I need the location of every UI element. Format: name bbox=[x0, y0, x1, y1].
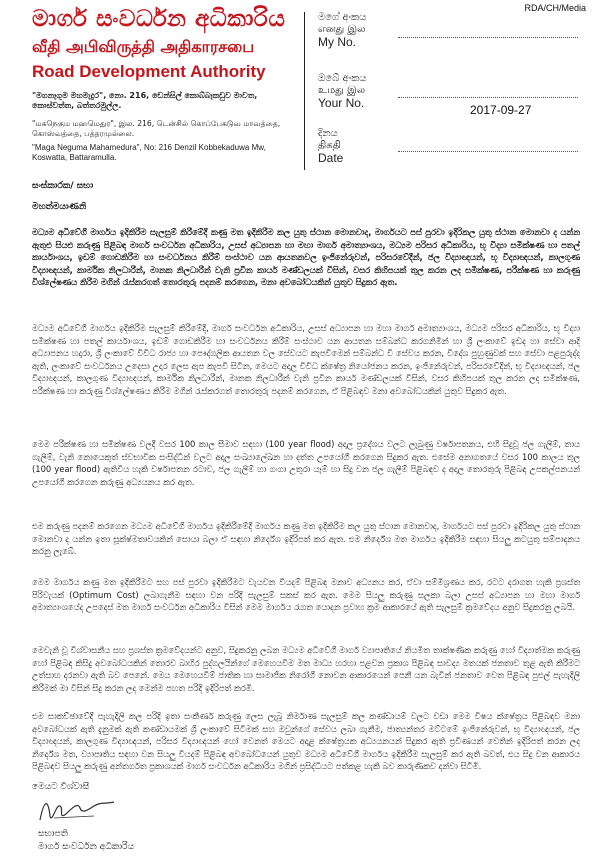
closing-line: මෙයට විශ්වාසී bbox=[32, 782, 90, 792]
authority-name-tamil: வீதி அபிவிருத்தி அதிகாரசபை bbox=[32, 37, 255, 56]
date-label-en: Date bbox=[318, 151, 344, 165]
my-number-label-en: My No. bbox=[318, 35, 357, 49]
greeting: මහත්මයාණනි bbox=[32, 202, 87, 212]
my-number-label-ta: எனது இல bbox=[318, 24, 366, 35]
paragraph-3: මෙම පරීක්ෂණ හා සමීක්ෂණ වලදී වසර 100 කාල සීමාව සඳහා (100 year flood) අදාල ප්‍රදේශය වලට ලැබුණු වර්ෂාපතනය, එහි සිදුවූ ජල ගැලීම්, තාය ගැලීම්, වැනි නොයෙකුත් ස්වභාවික සංසිද්ධීන් වලට අදාල සංඛ්‍යාලේඛන හා දත්ත උපයෝගී කරගෙන සිදුකර ඇත. එසේම අනාගතයේ වසර 100 කාලය තුල (100 year flood) ඇතිවිය හැකි වර්ෂාපතන රටාව, ජල ගැලීම් හා ගංගා උතුරා යෑම් හා සිදු වන ජල ගැලීම් පිළිබඳව ද අදාල තොරතුරු පිළිබඳ උපකල්පනයන් උපයෝගී කරගෙන කරුණු අධ්‍යයනය කර ඇත. bbox=[32, 439, 580, 487]
signatory-title: සභාපති bbox=[38, 829, 68, 839]
paragraph-2: මධ්‍යම අධිවේගී මාර්ගය ඉදිකිරීම සැලසුම් කිරීමේදී, මාර්ග සංවර්ධන අධිකාරිය, උසස් අධ්‍යාපන හා මහා මාර්ග අමාත්‍යාංශය, මධ්‍යම පරිසර අධිකාරිය, භූ විද්‍යා සමීක්ෂණ හා පතල් කාර්යාංශය, ඉඩම් ගොඩකිරීම හා සංවර්ධනය කිරීම් සංස්ථාව යන ආයතන සම්බන්ධ කරගනිමින් හා ශ්‍රී ලංකාවේ ඉඩද හා සේවා ආදි අධ්‍යාපනය හදාරා, ශ්‍රී ලංකාවේ විවිධ රාජ්‍ය හා පෞද්ගලික ආයතන වල සේවයට කැපවීමෙන් සම්බන්ධ වී සේවය කරන, විදේශ පුහුණුවක් සහ සේවා පළපුරුද්ද ඇති, ලංකාවේ සංවර්ධනය උදෙසා උදාර ලෙස ඇප කැපවී සිටින, මෙයට අදාල විවිධ ක්ෂේත්‍ර නියෝජනය කරන, ඉංජිනේරුවන්, පරිසරවේදීන්, භූ විද්‍යාඥයන්, ජල විද්‍යාඥයන්, කාලගුණ විද්‍යාඥයන්, කාර්මික නිලධාරීන්, මානක නිලධාරීන් වැනි ප්‍රවීන කාර්ය මණ්ඩලයක් විසින්, වසර කිහිපයක් තුල කරන ලද සමීක්ෂණ, පරීක්ෂණ හා කරුණු විශ්ලේෂණය කිරීම මගින් රැස්කරගත් තොරතුරු පදනම් කරගෙන, ඒ පිළිබඳව මනා අවබෝධයකින් යුතුව සිදුකර ඇත. bbox=[32, 323, 580, 396]
my-number-field bbox=[398, 36, 578, 38]
signature bbox=[34, 794, 124, 830]
paragraph-5: මෙම මාර්ගය කණු මත ඉදිකිරීමට සහ පස් පුරවා ඉදිකිරීමට වැයවන වියදම් පිළිබඳ මනාව අධ්‍යනය කර, ඒවා සම්මිශ්‍රණය කර, රටට දරාගත හැකි ප්‍රශස්ත පිරිවැයක් (Optimum Cost) ලබාගැනීම සඳහා වන පරිදි සැලසුම් සකස් කර ඇත. මෙම සියලු කරුණු සලකා බලා උසස් අධ්‍යාපන හා මහා මාර්ග අමාත්‍යාංශයේද උපදෙස් මත මාර්ග සංවර්ධන අධිකාරිය විසින් මෙම මාර්ගය රැගත යොදන ප්‍රවාහ ක්‍රම ආකාරයේ ඇති සැලසුම් ක්‍රමවේදය අනුව සිදුකරනු ලබයි. bbox=[32, 577, 580, 613]
your-number-field bbox=[398, 96, 578, 98]
address-sinhala: "මගනෑගුම මහමැදුර", නො. 216, ඩෙන්සිල් කොබ්බෑකඩුව මාවත, කොස්වත්ත, බත්තරමුල්ල. bbox=[32, 91, 258, 110]
authority-name-sinhala: මාර්ග සංවර්ධන අධිකාරිය bbox=[32, 6, 286, 32]
date-label-si: දිනය bbox=[318, 128, 338, 139]
paragraph-4: එම කරුණු පදනම් කරගෙන මධ්‍යම අධිවේගී මාර්ගය ඉදිකිරීමේදී මාර්ගය කණු මත ඉදිකිරීම කල යුතු ස්ථාන මොනවාද, මාර්ගයට පස් පුරවා ඉදිරිකල යුතු ස්ථාන මොනවා ද යන්න ඉතා සූක්ෂ්මතාවයකින් සොයා බලා ඒ සඳහා නිර්දේශ ඉදිරිපත් කර ඇත. එම නිර්දේශ මත මාර්ගය ඉදිකිරීම සඳහා සියලු කටයුතු සම්පාදනය කරනු ලැබේ. bbox=[32, 521, 580, 557]
signatory-organization: මාර්ග සංවර්ධන අධිකාරිය bbox=[38, 842, 135, 852]
your-number-label bbox=[318, 73, 367, 109]
recipient-line: සංස්කාරක/ සභා bbox=[32, 181, 94, 191]
date-value: 2017-09-27 bbox=[470, 103, 532, 117]
date-label bbox=[318, 128, 343, 164]
date-field bbox=[398, 150, 578, 152]
paragraph-1: මධ්‍යම අධිවේගී මාර්ගය ඉදිකිරීම සැලසුම් කිරීමේදී කණු මත ඉදිකිරීම කල යුතු ස්ථාන මොනවාද, මාර්ගයට පස් පුරවා ඉදිරිකල යුතු ස්ථාන මොනවා ද යන්න ඇතුළු සියළු කරුණු පිළිබඳ මාර්ග සංවර්ධන අධිකාරිය, උසස් අධ්‍යාපන හා මහා මාර්ග අමාත්‍යාංශය, මධ්‍යම පරිසර අධිකාරිය, භූ විද්‍යා සමීක්ෂණ හා පතල් කාර්යාංශය, ඉඩම් ගොඩකිරීම හා සංවර්ධනය කිරීම් සංස්ථාව යන ආයතනවල ඉංජිනේරුවන්, පරිසරවේදීන්, ජල විද්‍යාඥයන්, භූ විද්‍යාඥයන්, කාලගුණ විද්‍යාඥයන්, කාර්මික නිලධාරීන්, මානක නිලධාරීන් වැනි ප්‍රවීන කාර්ය මණ්ඩලයක් විසින්, වසර කිහිපයක් තුල කරන ලද සමීක්ෂණ, පරීක්ෂණ හා කරුණු විශ්ලේෂණය කිරීම මගින් රැස්කරගත් තොරතුරු පදනම් කරගෙන, මනා අවබෝධයකින් යුතුව සිදුකර ඇත. bbox=[32, 227, 580, 288]
paragraph-7: එම සාකච්ඡාවේදී පැහැදිලි කල පරිදි ඉතා සංකීර්ණ කරුණු ලෙස ලැබූ නිර්මාණ සැලසුම් කල කණ්ඩායම් වලට වඩා මෙම විෂය ක්ෂේත්‍රය පිළිබඳව මනා අවබෝධයක් ඇති දැනුමක් ඇති කණ්ඩායමක් ශ්‍රී ලංකාවේ සිටීමක් සහ ඔවුන්ගේ සේවය ලබා ගැනීම, ජාත්‍යන්තර මට්ටමේ ඉංජිනේරුවන්, භූ විද්‍යාඥයන්, ජල විද්‍යාඥයන්, කාලගුණ විද්‍යාඥයන්, පරිසර විද්‍යාඥයන් හෝ වෙනත් මෙයට අදාළ ක්ෂේත්‍රයක අධ්‍යයනයන් සිදුකර ඇති ප්‍රවීණයන් වෙතින් ඉදිරිපත් කරන ලද නිර්දේශ මත, ව්‍යාපෘතිය සඳහා වන සියලු වියදම් පිළිබඳ අවබෝධයෙන් යුතුව මධ්‍යම අධිවේගී මාර්ගය ඉදිකිරීම සැලසුම් කර ඇති බවත්, එය සිදු වන ආකාරය පිළිබඳව සියලු කරුණු අන්තර්ගත ප්‍රකාශයක් මාර්ග සංවර්ධන අධිකාරිය මගින් ප්‍රසිද්ධියට පත්කළ හැකි බව කාරුණිකව දන්වා සිටිමි. bbox=[32, 711, 580, 772]
address-english: "Maga Neguma Mahamedura", No: 216 Denzil Kobbekaduwa Mw, Koswatta, Battaramulla. bbox=[32, 143, 266, 162]
reference-code: RDA/CH/Media bbox=[524, 3, 586, 13]
address-tamil: "மகநெகும மஹமெதுர", இல. 216, டென்சில் கொப்பேகடுவ மாவத்தை, கொஸ்வத்தை, பத்தரமுல்லை. bbox=[32, 119, 281, 138]
authority-name-english: Road Development Authority bbox=[32, 62, 266, 81]
your-number-label-ta: உமது இல bbox=[318, 85, 365, 96]
paragraph-6: මෙවැනි වූ විශ්වාසනීය සහ ප්‍රශස්ත ක්‍රමවේදයන්ට අනුව, සිදුකරනු ලබන මධ්‍යම අධිවේගී මාර්ග ව්‍යාපෘතියේ නියමිත තාක්ෂණික කරුණු හෝ විද්‍යාත්මක කරුණු හෝ පිළිබඳ කිසිදු අවබෝධයකින් තොරව බාහිර පුද්ගලයින්ගේ මෙහෙයවීම මත මාධ්‍ය හරහා පළවන ප්‍රකාශ පිළිබඳ සාවද්‍ය මතයක් ජනතාව තුළ ඇති කිරීමට උත්සාහ දරනවා ඇති බව පෙනේ. මෙය මෙහෙයවීම් ජාතික හා සාමාජික නිරෝගී නොවන ආකාරයෙන් පෙනී යන බැවින් ජනතාව වෙත පිළිබඳ පුළුල් පැහැදිලි කිරීමක් මා විසින් සිදු කරන ලද මෙන්ම පහත පරිදි ඉදිරිපත් කරමි. bbox=[32, 645, 580, 693]
my-number-label-si: මගේ අංකය bbox=[318, 12, 367, 23]
header-divider bbox=[304, 12, 305, 170]
your-number-label-en: Your No. bbox=[318, 96, 365, 110]
my-number-label bbox=[318, 12, 366, 48]
your-number-label-si: ඔබේ අංකය bbox=[318, 73, 367, 84]
date-label-ta: திகதி bbox=[318, 140, 341, 151]
